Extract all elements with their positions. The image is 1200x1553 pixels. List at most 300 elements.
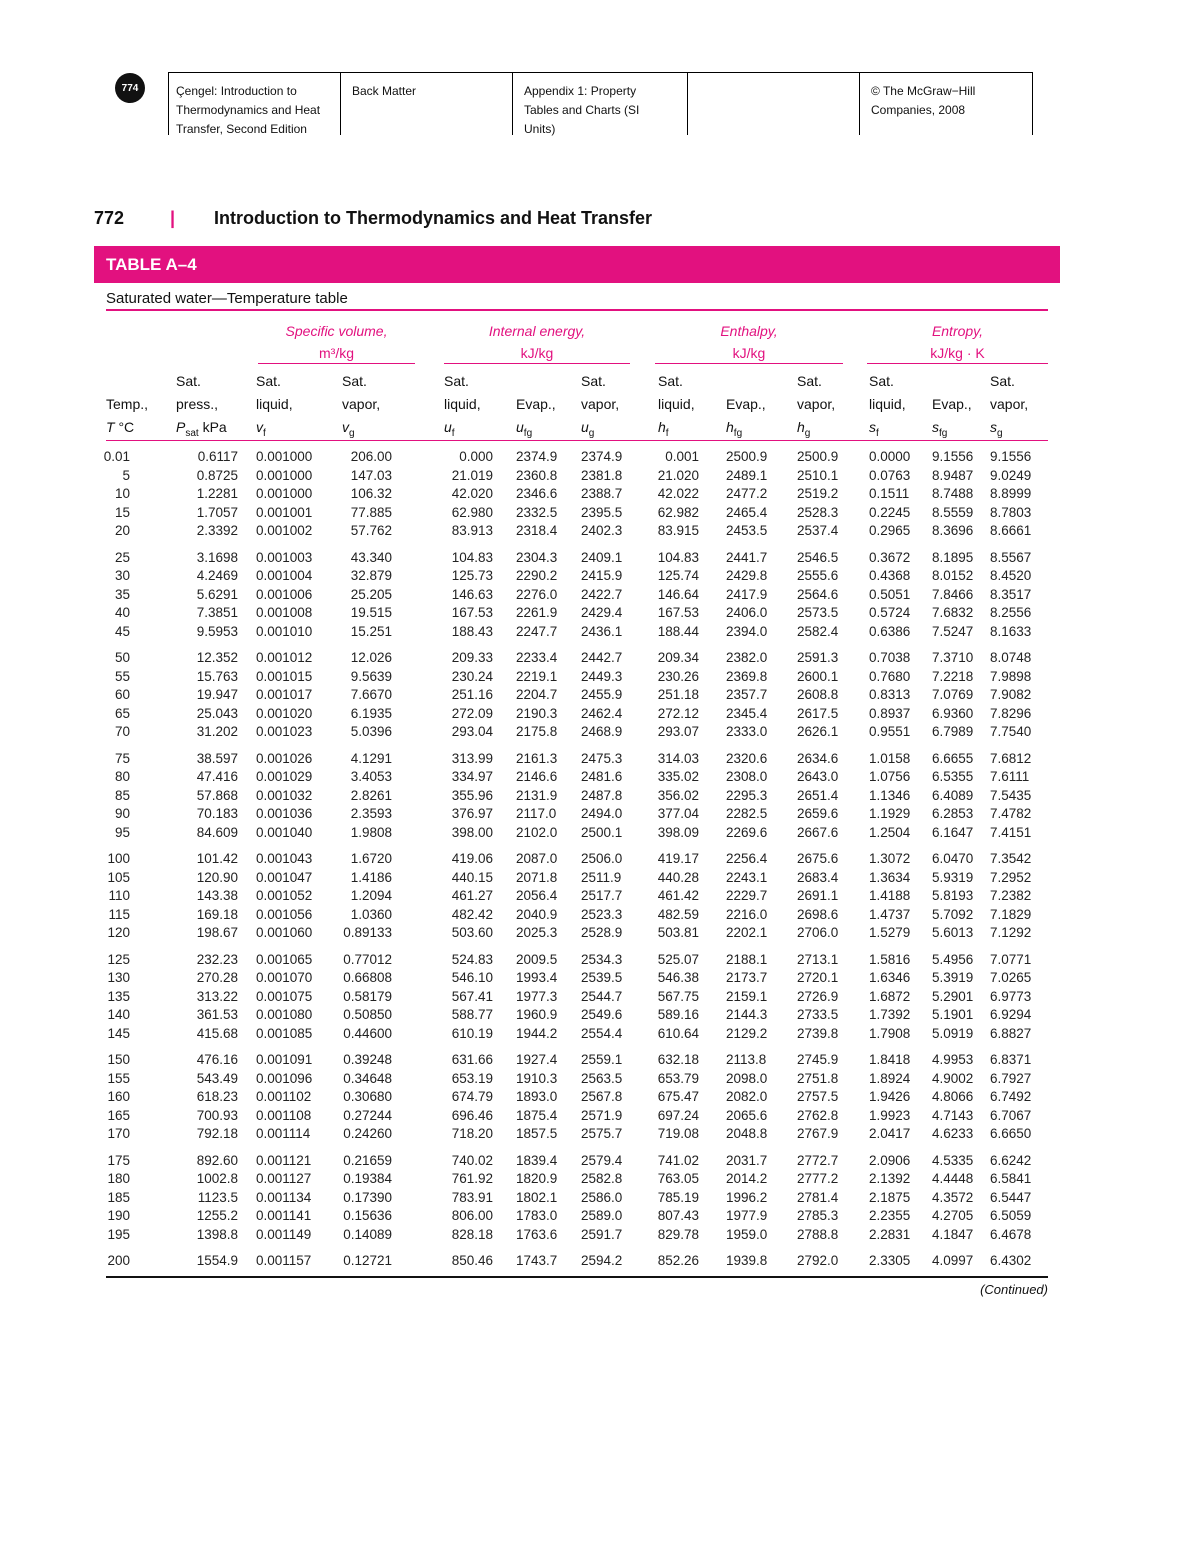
table-cell: 2589.0 [581,1208,623,1223]
column-header [516,370,556,445]
table-cell: 115 [108,906,130,922]
table-cell: 0.6117 [197,449,238,464]
table-cell: 1.3072 [869,851,911,866]
table-cell: 0.8725 [196,467,238,483]
table-cell: 0.17390 [343,1189,392,1205]
table-cell: 2269.6 [726,824,768,840]
table-cell: 2.3593 [350,806,392,821]
header-book-line: Thermodynamics and Heat [176,103,321,117]
table-cell: 2229.7 [726,888,768,903]
header-copyright-text [871,82,975,120]
table-cell: 2065.6 [726,1107,768,1123]
table-cell: 653.79 [657,1070,699,1086]
table-cell: 15.251 [350,623,392,639]
table-cell: 3.1698 [196,549,238,565]
table-cell: 7.0769 [932,687,974,702]
table-cell: 6.4678 [990,1226,1032,1242]
table-cell: 6.5059 [990,1208,1032,1223]
table-cell: 440.28 [657,869,699,885]
table-cell: 170 [107,1126,130,1141]
table-cell: 2009.5 [516,951,558,967]
table-cell: 6.7989 [932,724,974,739]
table-cell: 2792.0 [797,1253,839,1268]
table-cell: 335.02 [657,769,699,784]
table-cell: 8.3517 [990,586,1032,602]
table-cell: 2777.2 [797,1171,839,1186]
table-cell: 3.4053 [350,769,392,784]
table-cell: 5.1901 [932,1007,974,1022]
table-cell: 43.340 [350,549,392,565]
table-cell: 2563.5 [581,1070,623,1086]
table-cell: 2175.8 [516,724,558,739]
table-cell: 198.67 [196,925,238,940]
table-body [0,448,1200,1271]
column-header-line [932,370,972,393]
table-cell: 0.001000 [256,449,313,464]
table-cell: 5 [122,467,130,483]
table-cell: 0.001010 [256,623,313,639]
table-cell: 2713.1 [797,951,839,967]
table-cell: 2.0906 [869,1152,911,1168]
table-cell: 2014.2 [726,1171,768,1186]
table-cell: 2523.3 [581,906,623,922]
table-cell: 355.96 [451,787,493,803]
table-cell: 7.9898 [990,668,1032,684]
column-header [726,370,766,445]
table-row [0,668,1200,687]
table-cell: 2554.4 [581,1025,623,1041]
table-cell: 334.97 [451,769,493,784]
column-header-symbol: $h_g$ [797,419,811,439]
table-cell: 0.01 [103,449,130,464]
table-cell: 740.02 [451,1152,493,1168]
table-cell: 8.7803 [990,504,1032,520]
table-cell: 2573.5 [797,605,839,620]
table-cell: 398.00 [451,824,493,840]
table-cell: 852.26 [657,1253,699,1268]
table-cell: 1993.4 [516,970,558,985]
table-cell: 618.23 [196,1089,238,1104]
table-cell: 2071.8 [516,869,558,885]
table-cell: 0.001121 [256,1152,312,1168]
table-cell: 169.18 [196,906,238,922]
header-appendix-line: Tables and Charts (SI [524,103,640,117]
table-cell: 2567.8 [581,1089,623,1104]
table-cell: 0.0763 [869,467,911,483]
table-cell: 1959.0 [726,1226,768,1242]
table-cell: 30 [114,568,130,583]
table-cell: 700.93 [196,1107,238,1123]
table-row [0,1170,1200,1189]
table-cell: 2374.9 [581,449,623,464]
table-cell: 101.42 [196,851,238,866]
table-row [0,906,1200,925]
table-cell: 2594.2 [581,1253,623,1268]
table-cell: 0.34648 [343,1070,392,1086]
header-box-blank [687,72,860,135]
table-cell: 130 [107,970,130,985]
table-cell: 2295.3 [726,787,768,803]
table-cell: 829.78 [657,1226,699,1242]
table-cell: 2726.9 [797,988,839,1004]
table-cell: 175 [107,1152,130,1168]
table-cell: 2.8261 [350,787,392,803]
table-row [0,1025,1200,1044]
table-cell: 2216.0 [726,906,768,922]
table-cell: 1939.8 [726,1253,768,1268]
column-header-line: Temp., [106,396,149,412]
table-cell: 135 [107,988,130,1004]
table-cell: 6.2853 [932,806,974,821]
table-cell: 461.42 [657,888,699,903]
table-cell: 763.05 [657,1171,699,1186]
table-cell: 2113.8 [726,1052,767,1067]
table-cell: 2173.7 [726,970,768,985]
table-cell: 2772.7 [797,1152,839,1168]
table-cell: 8.2556 [990,605,1032,620]
table-cell: 5.9319 [932,869,974,885]
table-cell: 1743.7 [516,1253,558,1268]
column-header-symbol: $u_g$ [581,419,595,439]
table-cell: 6.0470 [932,851,974,866]
table-cell: 21.019 [451,467,493,483]
column-header [444,370,481,445]
table-cell: 105 [107,869,130,885]
table-cell: 15.763 [196,668,238,684]
table-cell: 1.0360 [350,906,392,922]
table-cell: 5.4956 [932,951,974,967]
column-header [256,370,293,445]
table-cell: 2477.2 [726,486,768,501]
table-cell: 1.8418 [869,1052,911,1067]
table-cell: 200 [107,1253,130,1268]
table-cell: 145 [107,1025,130,1041]
table-cell: 2332.5 [516,504,558,520]
table-cell: 4.0997 [932,1253,974,1268]
table-cell: 7.6832 [932,605,974,620]
column-header-line: Sat. [342,373,367,389]
table-cell: 0.001102 [256,1089,312,1104]
table-cell: 6.7492 [990,1089,1032,1104]
table-cell: 2539.5 [581,970,623,985]
table-cell: 143.38 [196,888,238,903]
table-cell: 6.1935 [350,705,392,721]
table-cell: 7.8466 [932,586,974,602]
table-cell: 4.8066 [932,1089,974,1104]
column-header-line: Evap., [932,396,972,412]
column-header [797,370,835,445]
table-cell: 2048.8 [726,1126,768,1141]
table-cell: 4.2469 [196,568,238,583]
table-cell: 0.001000 [256,486,313,501]
header-section-text: Back Matter [352,84,417,98]
table-cell: 697.24 [657,1107,699,1123]
table-cell: 2261.9 [516,605,558,620]
table-cell: 2659.6 [797,806,839,821]
table-cell: 0.001060 [256,925,313,940]
table-cell: 588.77 [451,1007,493,1022]
table-cell: 60 [114,687,130,702]
table-cell: 2667.6 [797,824,839,840]
table-row [0,850,1200,869]
table-cell: 361.53 [196,1007,238,1022]
table-cell: 2698.6 [797,906,839,922]
table-cell: 0.001003 [256,549,313,565]
table-cell: 7.6111 [990,769,1030,784]
table-cell: 0.19384 [343,1171,392,1186]
table-cell: 0.89133 [343,925,392,940]
table-cell: 1.7908 [869,1025,911,1041]
table-cell: 7.8296 [990,705,1032,721]
table-cell: 4.7143 [932,1107,974,1123]
table-cell: 2757.5 [797,1089,839,1104]
table-cell: 188.44 [657,623,699,639]
table-row [0,1226,1200,1245]
table-cell: 293.07 [657,724,699,739]
table-cell: 2582.8 [581,1171,623,1186]
table-cell: 57.762 [350,523,392,538]
table-cell: 35 [114,586,130,602]
table-cell: 0.001127 [256,1171,312,1186]
table-cell: 2333.0 [726,724,768,739]
table-cell: 0.001004 [256,568,313,583]
table-cell: 2304.3 [516,549,558,565]
table-cell: 2357.7 [726,687,768,702]
table-cell: 120 [107,925,130,940]
table-cell: 0.000 [459,449,493,464]
table-cell: 62.982 [657,504,699,520]
table-cell: 1002.8 [196,1171,238,1186]
table-cell: 0.8313 [869,687,911,702]
column-header-line: liquid, [444,396,481,412]
table-row [0,924,1200,943]
table-cell: 8.4520 [990,568,1032,583]
table-cell: 195 [107,1226,130,1242]
table-row [0,467,1200,486]
table-cell: 0.001040 [256,824,313,840]
table-cell: 1.4737 [869,906,911,922]
table-cell: 2745.9 [797,1052,839,1067]
table-cell: 0.15636 [343,1208,392,1223]
table-row [0,686,1200,705]
table-cell: 19.515 [350,605,392,620]
table-cell: 7.4782 [990,806,1032,821]
table-cell: 209.33 [451,650,493,665]
table-cell: 2381.8 [581,467,623,483]
table-cell: 147.03 [350,467,392,483]
table-caption: Saturated water—Temperature table [106,290,348,307]
table-cell: 2025.3 [516,925,558,940]
table-cell: 2056.4 [516,888,558,903]
table-cell: 1977.3 [516,988,558,1004]
table-row [0,649,1200,668]
table-row [0,705,1200,724]
table-cell: 0.4368 [869,568,911,583]
table-cell: 6.7927 [990,1070,1032,1086]
table-cell: 2500.9 [726,449,768,464]
table-cell: 4.9002 [932,1070,974,1086]
table-cell: 0.001052 [256,888,313,903]
table-cell: 188.43 [451,623,493,639]
table-cell: 2591.3 [797,650,839,665]
column-header-symbol: $s_g$ [990,419,1003,439]
table-cell: 6.5355 [932,769,974,784]
table-cell: 2409.1 [581,549,623,565]
table-cell: 7.4151 [990,824,1032,840]
table-cell: 653.19 [451,1070,493,1086]
page-separator: | [170,208,176,228]
table-cell: 2546.5 [797,549,839,565]
table-cell: 62.980 [451,504,493,520]
table-cell: 2374.9 [516,449,558,464]
table-cell: 40 [114,605,130,620]
table-cell: 313.99 [451,750,493,766]
column-header-symbol: T °C [106,419,135,435]
column-header [658,370,695,445]
table-cell: 2429.8 [726,568,768,583]
table-cell: 83.915 [657,523,699,538]
table-cell: 4.1847 [932,1226,974,1242]
table-cell: 1.1929 [869,806,911,821]
table-cell: 65 [114,705,130,721]
table-row [0,604,1200,623]
table-cell: 0.5051 [869,586,911,602]
table-row [0,1051,1200,1070]
table-cell: 2442.7 [581,650,623,665]
table-cell: 0.58179 [343,988,392,1004]
table-cell: 6.9773 [990,988,1032,1004]
table-cell: 2346.6 [516,486,558,501]
table-cell: 0.39248 [343,1052,392,1067]
table-cell: 0.77012 [343,951,392,967]
table-cell: 0.001134 [256,1189,312,1205]
table-cell: 0.001002 [256,523,313,538]
table-cell: 6.4302 [990,1253,1032,1268]
table-cell: 2591.7 [581,1226,623,1242]
table-cell: 0.001091 [256,1052,313,1067]
header-book-text [176,82,320,139]
table-cell: 2190.3 [516,705,558,721]
table-cell: 75 [114,750,130,766]
table-row [0,1088,1200,1107]
table-cell: 0.6386 [869,623,911,639]
table-cell: 4.5335 [932,1152,974,1168]
table-cell: 5.0919 [932,1025,974,1041]
table-cell: 20 [114,523,130,538]
table-cell: 783.91 [451,1189,493,1205]
table-cell: 0.7038 [869,650,911,665]
table-cell: 42.022 [657,486,699,501]
table-cell: 1875.4 [516,1107,558,1123]
table-cell: 7.1292 [990,925,1032,940]
table-cell: 5.2901 [932,988,974,1004]
table-cell: 165 [107,1107,130,1123]
table-cell: 0.001017 [256,687,313,702]
group-header-internal-energy [444,320,630,364]
table-cell: 2537.4 [797,523,839,538]
table-cell: 543.49 [196,1070,238,1086]
column-header-symbol: $h_f$ [658,419,669,439]
table-cell: 2161.3 [516,750,558,766]
table-cell: 719.08 [657,1126,699,1141]
column-header-line: press., [176,396,219,412]
table-cell: 314.03 [657,750,699,766]
table-cell: 1.6872 [869,988,911,1004]
table-cell: 2395.5 [581,504,623,520]
table-cell: 2204.7 [516,687,558,702]
table-bottom-rule [106,1276,1048,1278]
header-appendix-text [524,82,639,139]
group-title: Specific volume, [285,323,388,339]
table-cell: 6.8827 [990,1025,1032,1041]
column-header-symbol: $v_f$ [256,419,266,439]
table-cell: 2318.4 [516,523,558,538]
table-cell: 313.22 [196,988,238,1004]
table-cell: 1123.5 [197,1189,238,1205]
table-cell: 0.001008 [256,605,313,620]
table-cell: 850.46 [451,1253,493,1268]
table-cell: 2564.6 [797,586,839,602]
table-cell: 2436.1 [581,623,623,639]
group-header-entropy [867,320,1048,364]
table-cell: 7.7540 [990,724,1032,739]
column-header-line: liquid, [658,396,695,412]
table-cell: 356.02 [657,787,699,803]
header-copyright-line: Companies, 2008 [871,103,966,117]
column-header-symbol: $v_g$ [342,419,355,439]
table-cell: 270.28 [196,970,238,985]
table-row [0,723,1200,742]
table-cell: 7.3851 [196,605,238,620]
table-cell: 31.202 [196,724,238,739]
column-header [932,370,972,445]
table-row [0,485,1200,504]
column-header-line: Sat. [869,373,894,389]
table-cell: 1.2504 [869,824,911,840]
table-cell: 7.3710 [932,650,974,665]
table-cell: 2388.7 [581,486,623,501]
table-cell: 110 [108,888,130,903]
table-cell: 1.1346 [869,787,911,803]
table-cell: 1.2094 [350,888,392,903]
table-cell: 55 [114,668,130,684]
column-header-symbol: $s_{fg}$ [932,419,948,439]
table-cell: 25 [114,549,130,565]
table-cell: 2.1392 [869,1171,911,1186]
table-cell: 2233.4 [516,650,558,665]
table-cell: 2144.3 [726,1007,768,1022]
table-cell: 0.001075 [256,988,313,1004]
table-cell: 2575.7 [581,1126,623,1141]
table-cell: 1.4186 [350,869,392,885]
table-cell: 7.9082 [990,687,1032,702]
group-unit: kJ/kg [732,345,766,361]
table-cell: 146.64 [657,586,699,602]
table-cell: 610.64 [657,1025,699,1041]
table-cell: 2608.8 [797,687,839,702]
table-cell: 0.21659 [343,1152,392,1168]
table-cell: 1893.0 [516,1089,558,1104]
table-cell: 2500.1 [581,824,623,840]
table-cell: 2544.7 [581,988,623,1004]
table-cell: 2571.9 [581,1107,623,1123]
table-cell: 2751.8 [797,1070,839,1086]
table-row [0,504,1200,523]
table-cell: 8.8999 [990,486,1032,501]
column-header [581,370,619,445]
table-row [0,448,1200,467]
table-cell: 2345.4 [726,705,768,721]
